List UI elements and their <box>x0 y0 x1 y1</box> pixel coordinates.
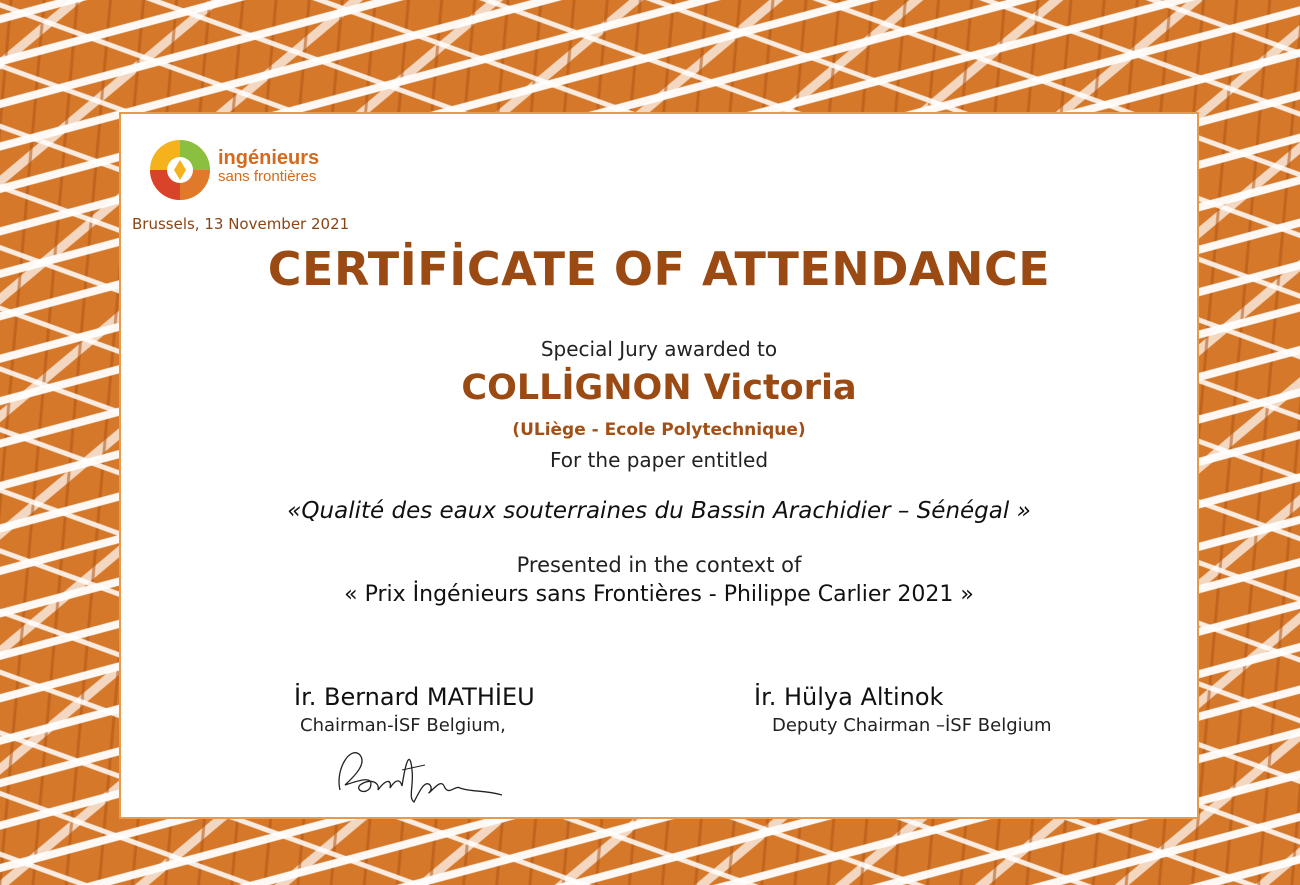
recipient-name: COLLİGNON Victoria <box>461 368 857 408</box>
signatory-name-1: İr. Bernard MATHİEU <box>294 683 535 711</box>
isf-logo <box>148 138 328 200</box>
certificate-date: Brussels, 13 November 2021 <box>132 215 350 233</box>
prize-name: « Prix İngénieurs sans Frontières - Philippe Carlier 2021 » <box>344 582 974 607</box>
signatory-name-2: İr. Hülya Altinok <box>754 683 944 711</box>
signatory-role-1: Chairman-İSF Belgium, <box>300 715 506 736</box>
paper-title: «Qualité des eaux souterraines du Bassin Arachidier – Sénégal » <box>287 498 1031 524</box>
certificate-title: CERTİFİCATE OF ATTENDANCE <box>267 242 1051 296</box>
signatory-role-2: Deputy Chairman –İSF Belgium <box>772 715 1052 736</box>
context-line: Presented in the context of <box>516 553 802 577</box>
handwritten-signature <box>330 740 510 810</box>
paper-entitled-line: For the paper entitled <box>549 448 769 472</box>
logo-word-sans-frontieres: sans frontières <box>218 168 317 185</box>
logo-word-ingenieurs: ingénieurs <box>218 147 320 169</box>
awarded-line: Special Jury awarded to <box>540 337 778 361</box>
recipient-affiliation: (ULiège - Ecole Polytechnique) <box>512 420 806 440</box>
isf-logo-icon <box>148 138 212 202</box>
